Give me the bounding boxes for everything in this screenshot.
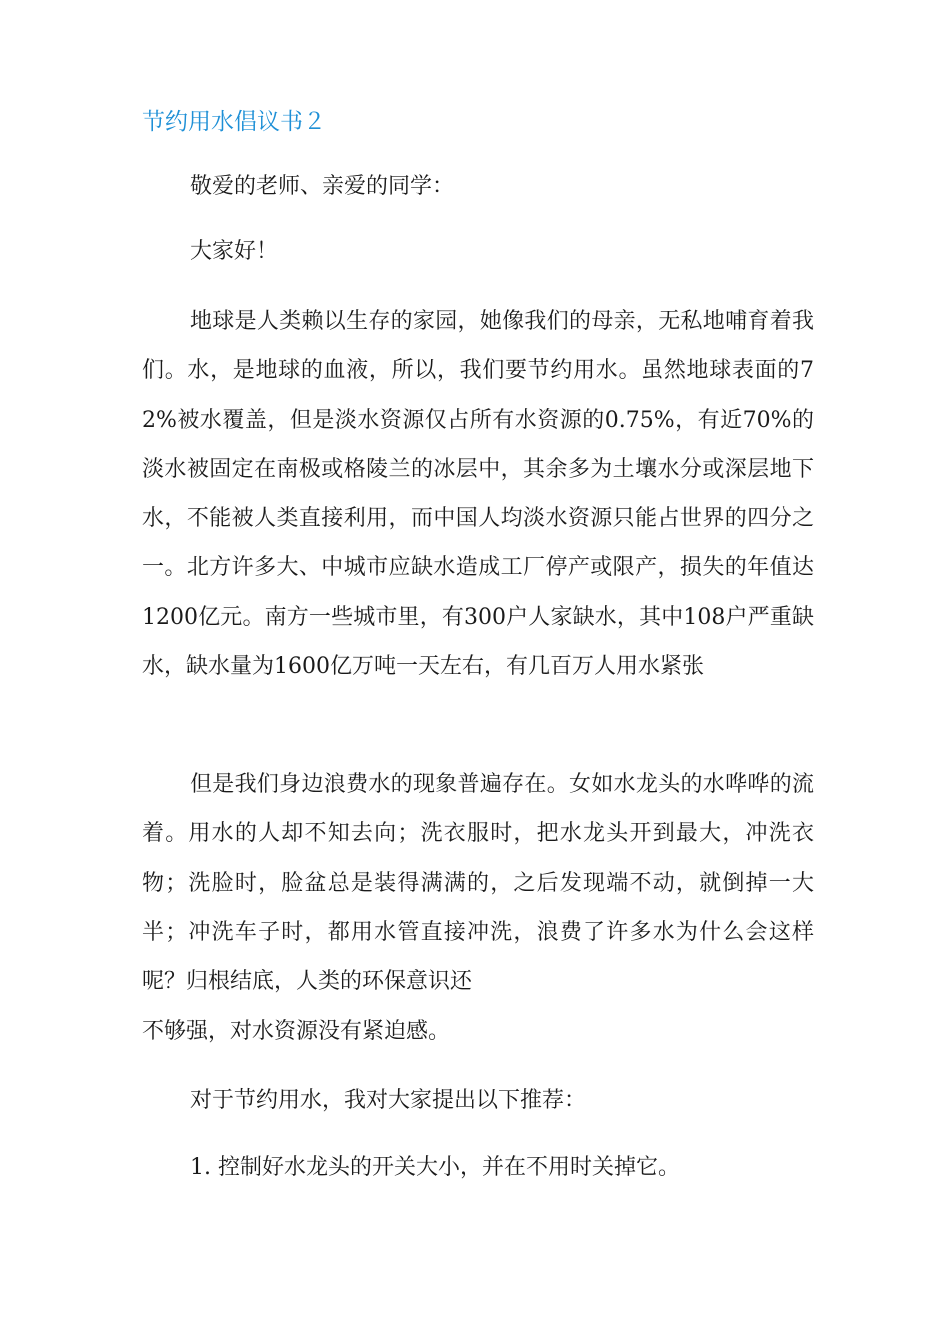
greeting-line: 敬爱的老师、亲爱的同学： — [190, 174, 455, 199]
paragraph-earth-water: 地球是人类赖以生存的家园，她像我们的母亲，无私地哺育着我们。水，是地球的血液，所以，我们要节约用水。虽然地球表面的72%被水覆盖，但是淡水资源仅占所有水资源的0.75%，有近70%的淡水被固定在南极或格陵兰的冰层中，其余多为土壤水分或深层地下水，不能被人类直接利用，而中国人均淡水资源只能占世界的四分之一。北方许多大、中城市应缺水造成工厂停产或限产，损失的年值达1200亿元。南方一些城市里，有300户人家缺水，其中108户严重缺水，缺水量为1600亿万吨一天左右，有几百万人用水紧张 — [142, 309, 814, 680]
paragraph-waste-main: 但是我们身边浪费水的现象普遍存在。女如水龙头的水哗哗的流着。用水的人却不知去向；洗衣服时，把水龙头开到最大，冲洗衣物；洗脸时，脸盆总是装得满满的，之后发现端不动，就倒掉一大半；冲洗车子时，都用水管直接冲洗，浪费了许多水为什么会这样呢？归根结底，人类的环保意识还 — [142, 772, 814, 995]
paragraph-waste-tail: 不够强，对水资源没有紧迫感。 — [142, 1019, 451, 1044]
proposal-item-1: 1. 控制好水龙头的开关大小，并在不用时关掉它。 — [190, 1155, 680, 1180]
document-title: 节约用水倡议书２ — [142, 109, 326, 135]
hello-line: 大家好！ — [190, 239, 279, 264]
proposal-intro: 对于节约用水，我对大家提出以下推荐： — [190, 1088, 587, 1113]
